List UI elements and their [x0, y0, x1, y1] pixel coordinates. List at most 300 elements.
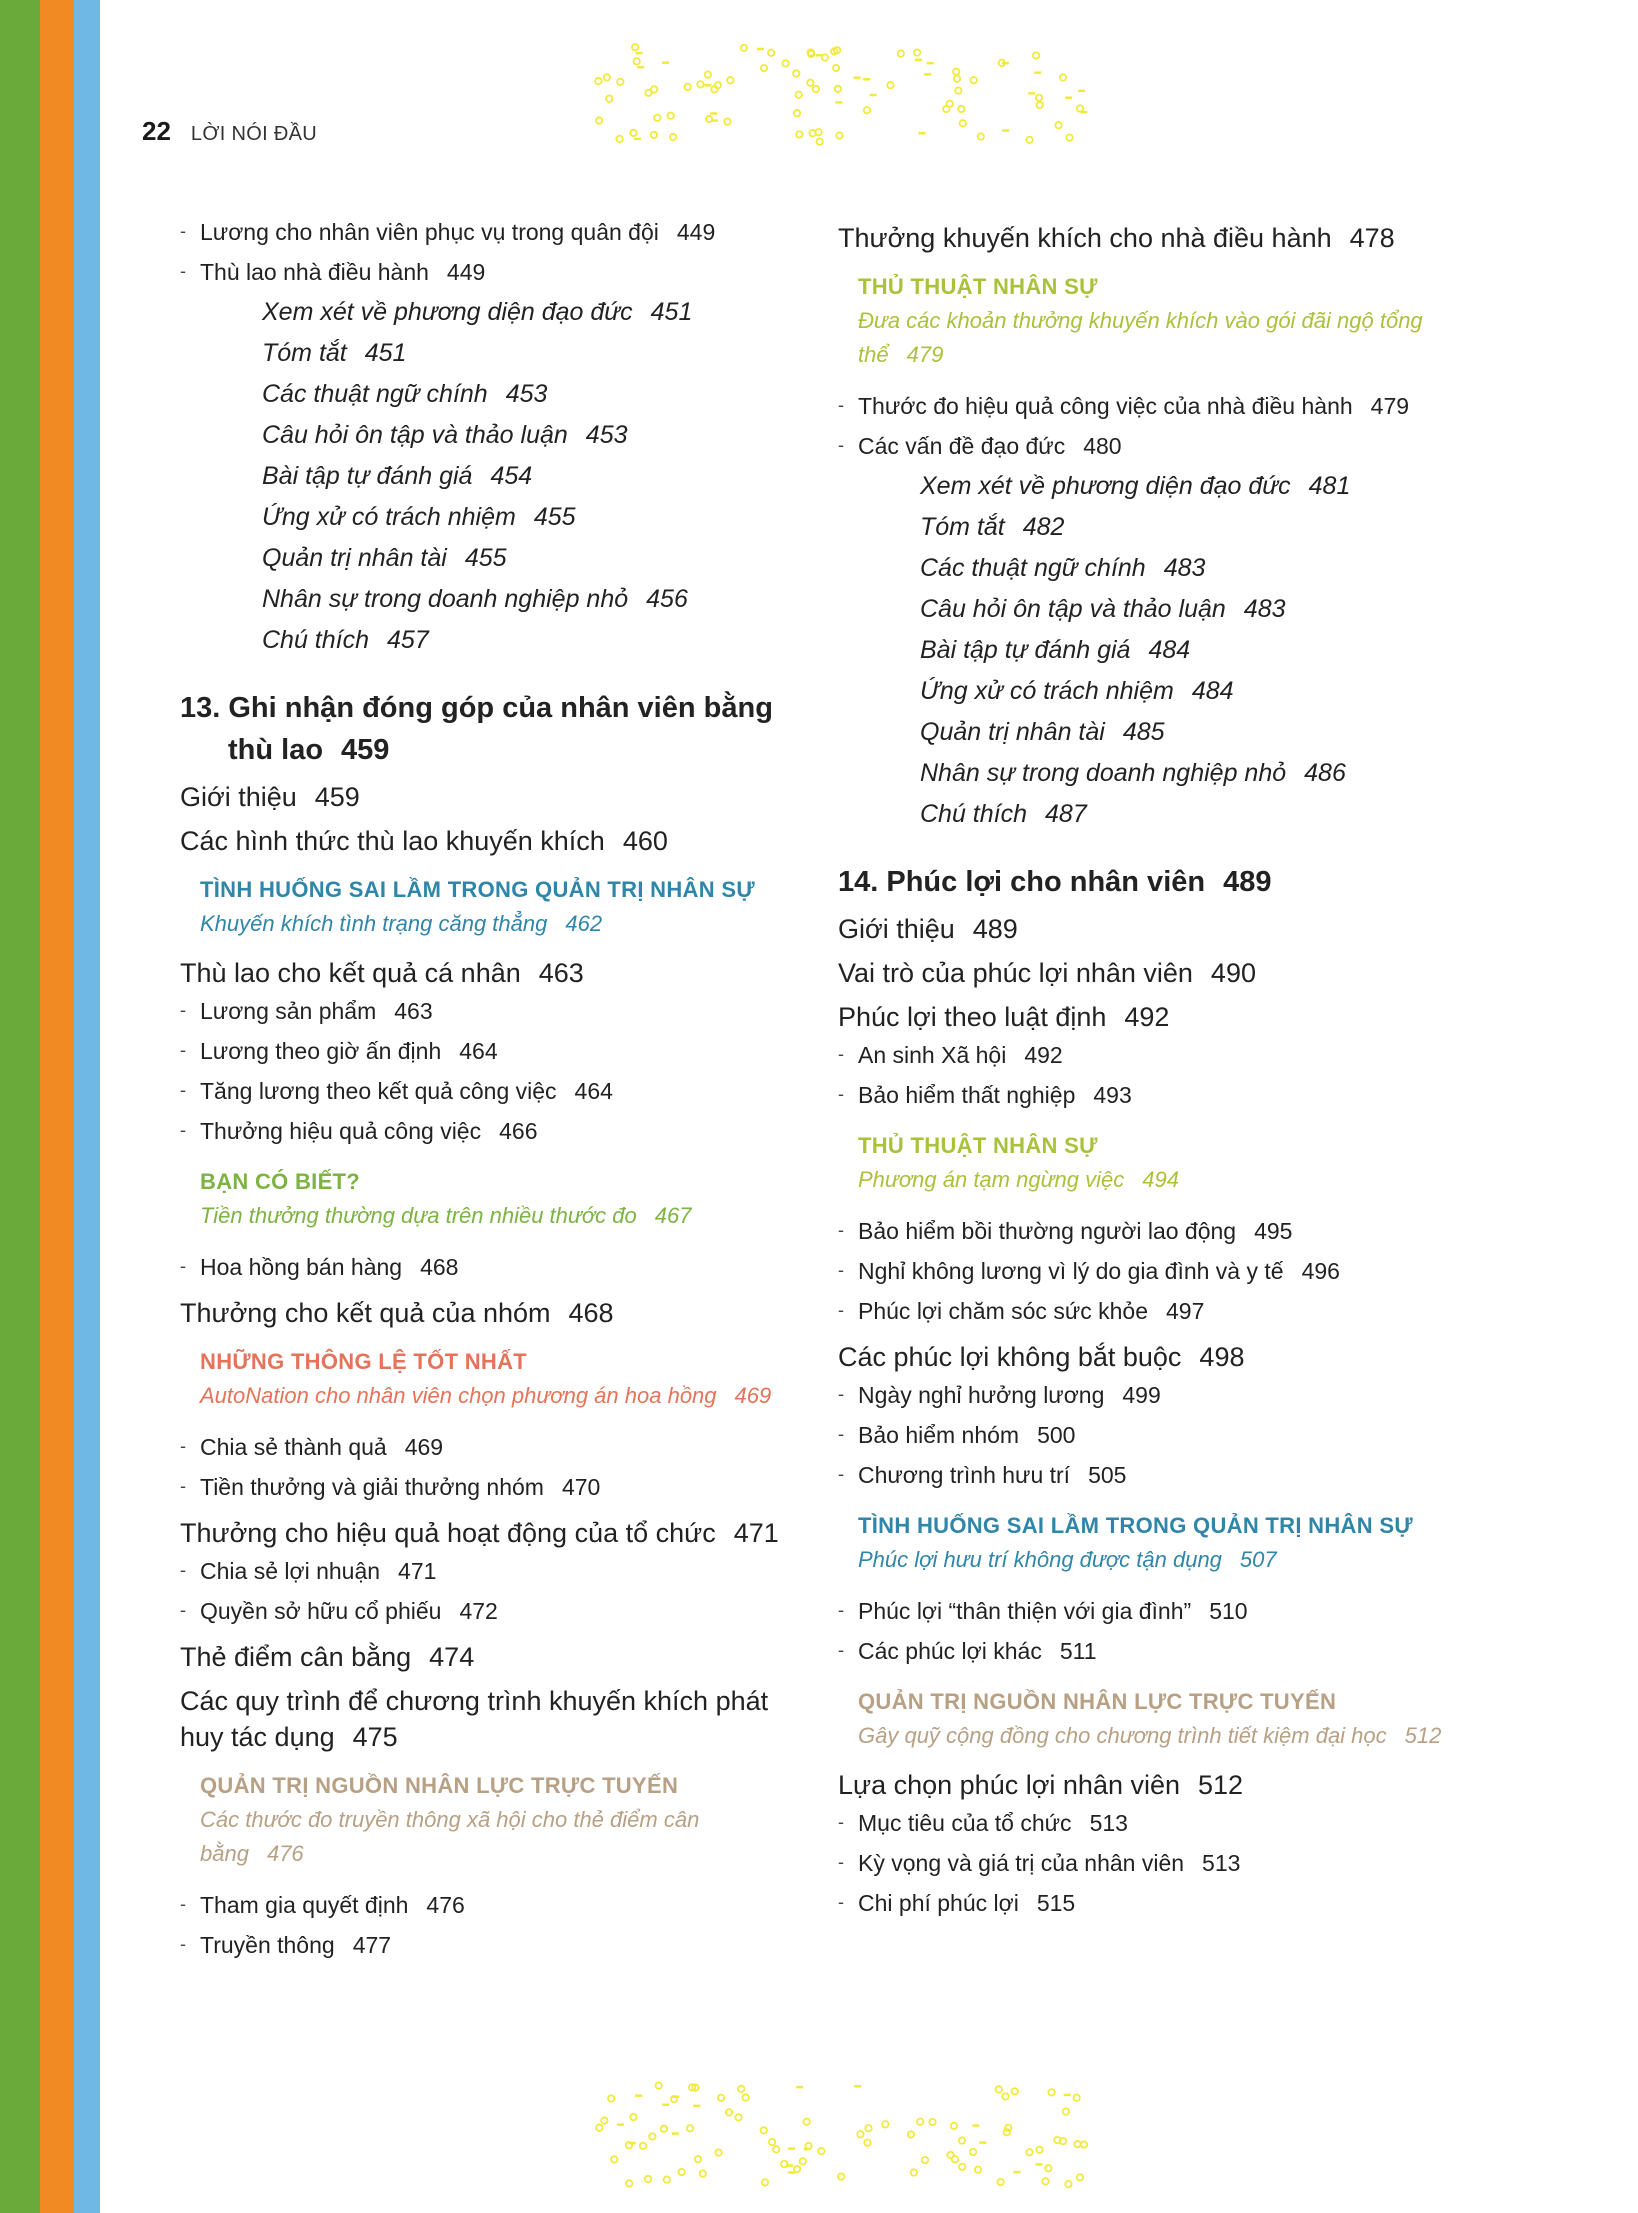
decor-dot: [604, 74, 610, 80]
decor-dot: [1074, 2141, 1080, 2147]
decor-dot: [769, 2139, 775, 2145]
decor-dot: [667, 113, 673, 119]
subsection-entry: [180, 252, 800, 292]
page-ref: 492: [1124, 1002, 1170, 1032]
decor-dash: [919, 132, 926, 135]
subsection-entry: [180, 1591, 800, 1631]
decor-dot: [684, 84, 690, 90]
decor-dot: [678, 2169, 684, 2175]
page-ref: 507: [1239, 1547, 1277, 1572]
entry-text: Thưởng cho kết quả của nhóm: [180, 1298, 551, 1328]
entry-text: 14. Phúc lợi cho nhân viên: [838, 866, 1206, 898]
decor-dot: [955, 87, 961, 93]
page-ref: 466: [499, 1118, 538, 1144]
entry-text: Phúc lợi theo luật định: [838, 1002, 1107, 1032]
page-ref: 449: [676, 219, 716, 245]
entry-text: Thưởng khuyến khích cho nhà điều hành: [838, 223, 1332, 253]
running-title: LỜI NÓI ĐẦU: [190, 123, 317, 145]
entry-text: Thưởng hiệu quả công việc: [200, 1118, 482, 1144]
callout-box: [200, 873, 800, 941]
entry-text: Ứng xử có trách nhiệm: [262, 503, 516, 531]
decor-dot: [865, 2125, 871, 2131]
decor-dash: [757, 48, 764, 51]
page-ref: 477: [352, 1932, 392, 1958]
section-entry: [838, 955, 1478, 991]
page-ref: 469: [404, 1434, 444, 1460]
decor-dot: [959, 2164, 965, 2170]
subsection-entry: [838, 1843, 1478, 1883]
entry-text: Bảo hiểm thất nghiệp: [858, 1082, 1076, 1108]
decor-dot: [978, 133, 984, 139]
decor-dot: [795, 92, 801, 98]
callout-entry: [858, 304, 1478, 372]
edge-stripe-orange: [40, 0, 74, 2213]
page-ref: 449: [446, 259, 486, 285]
decor-dash: [1034, 71, 1041, 74]
decor-dot: [633, 58, 639, 64]
decor-dot: [794, 2166, 800, 2172]
entry-text: Giới thiệu: [180, 782, 297, 812]
page-ref: 492: [1024, 1042, 1063, 1068]
page-ref: 498: [1199, 1342, 1245, 1372]
chapter-heading: [180, 687, 800, 771]
decor-dot: [922, 2157, 928, 2163]
end-matter-entry: [180, 538, 800, 579]
page-ref: 453: [585, 421, 628, 449]
end-matter-entry: [838, 507, 1478, 548]
decor-dot: [697, 81, 703, 87]
page-ref: 511: [1059, 1638, 1097, 1664]
decor-dot: [630, 130, 636, 136]
page-ref: 512: [1198, 1770, 1244, 1800]
end-matter-entry: [180, 415, 800, 456]
decor-dot: [700, 2170, 706, 2176]
entry-text: Lựa chọn phúc lợi nhân viên: [838, 1770, 1181, 1800]
subsection-entry: [838, 1075, 1478, 1115]
decor-dot: [616, 136, 622, 142]
callout-title: NHỮNG THÔNG LỆ TỐT NHẤT: [200, 1349, 528, 1374]
entry-text: Ứng xử có trách nhiệm: [920, 677, 1174, 705]
page-header: [142, 116, 317, 147]
decor-dot: [1077, 2174, 1083, 2180]
page-ref: 494: [1142, 1167, 1179, 1192]
page-ref: 478: [1349, 223, 1395, 253]
decor-dot: [630, 2114, 636, 2120]
decor-dot: [1066, 134, 1072, 140]
decor-dot: [929, 2119, 935, 2125]
decor-dash: [835, 101, 842, 104]
decor-dash: [1002, 129, 1009, 132]
callout-box: [200, 1345, 800, 1413]
decor-dot: [908, 2131, 914, 2137]
entry-text: Phúc lợi chăm sóc sức khỏe: [858, 1298, 1148, 1324]
subsection-entry: [838, 1591, 1478, 1631]
page-ref: 483: [1243, 595, 1286, 623]
page-ref: 500: [1037, 1422, 1076, 1448]
callout-box: [858, 1685, 1478, 1753]
end-matter-entry: [838, 548, 1478, 589]
decor-dash: [637, 66, 644, 69]
decor-dot: [626, 2180, 632, 2186]
decor-dot: [954, 76, 960, 82]
end-matter-entry: [180, 292, 800, 333]
page-ref: 456: [646, 585, 688, 613]
entry-text: Bài tập tự đánh giá: [262, 462, 473, 490]
page-ref: 464: [574, 1078, 613, 1104]
page-ref: 513: [1089, 1810, 1128, 1836]
decor-dot: [887, 82, 893, 88]
section-entry: [180, 779, 800, 815]
entry-text: Tiền thưởng và giải thưởng nhóm: [200, 1474, 544, 1500]
entry-text: Lương theo giờ ấn định: [200, 1038, 442, 1064]
decor-dash: [710, 112, 717, 115]
page-ref: 475: [352, 1722, 398, 1752]
callout-title: TÌNH HUỐNG SAI LẦM TRONG QUẢN TRỊ NHÂN SỰ: [858, 1513, 1413, 1538]
decor-dot: [1045, 2165, 1051, 2171]
page-ref: 471: [733, 1518, 779, 1548]
section-entry: [838, 220, 1478, 256]
subsection-entry: [180, 1551, 800, 1591]
end-matter-entry: [838, 753, 1478, 794]
decor-dot: [724, 118, 730, 124]
entry-text: Các vấn đề đạo đức: [858, 433, 1066, 459]
decor-dash: [662, 2104, 669, 2107]
decor-dot: [741, 45, 747, 51]
decor-dash: [788, 2147, 795, 2150]
subsection-entry: [180, 1885, 800, 1925]
decor-dash: [1078, 90, 1085, 93]
callout-entry-text: AutoNation cho nhân viên chọn phương án hoa hồng: [200, 1383, 717, 1408]
page-number: 22: [142, 116, 171, 146]
decor-dash: [972, 2124, 979, 2127]
callout-entry: [858, 1163, 1478, 1197]
decor-dot: [917, 2119, 923, 2125]
callout-box: [200, 1769, 800, 1871]
page-ref: 455: [464, 544, 507, 572]
decor-dot: [645, 90, 651, 96]
callout-entry: [858, 1543, 1478, 1577]
decor-dot: [911, 2169, 917, 2175]
decor-dot: [782, 60, 788, 66]
entry-text: Chú thích: [262, 626, 370, 654]
decor-dot: [1026, 2149, 1032, 2155]
page-ref: 471: [398, 1558, 437, 1584]
subsection-entry: [180, 1925, 800, 1965]
decorative-dots-top: [590, 40, 1090, 150]
page-ref: 489: [972, 914, 1018, 944]
decor-dash: [672, 2132, 679, 2135]
decor-dash: [804, 2148, 811, 2151]
decor-dot: [996, 2086, 1002, 2092]
page-ref: 484: [1148, 636, 1191, 664]
decor-dot: [1073, 2095, 1079, 2101]
callout-entry-text: Gây quỹ cộng đồng cho chương trình tiết kiệm đại học: [858, 1723, 1387, 1748]
page-ref: 515: [1036, 1890, 1076, 1916]
callout-entry-text: Đưa các khoản thưởng khuyến khích vào gói đãi ngộ tổng thể: [858, 308, 1423, 367]
entry-text: Các phúc lợi khác: [858, 1638, 1042, 1664]
entry-text: Tham gia quyết định: [200, 1892, 409, 1918]
decor-dot: [1012, 2088, 1018, 2094]
entry-text: Nhân sự trong doanh nghiệp nhỏ: [262, 585, 629, 613]
section-entry: [838, 1339, 1478, 1375]
section-entry: [180, 1295, 800, 1331]
end-matter-entry: [838, 794, 1478, 835]
decor-dot: [947, 101, 953, 107]
decor-dash: [1080, 111, 1087, 114]
decor-dash: [854, 76, 861, 79]
decor-dash: [1028, 92, 1035, 95]
decor-dot: [816, 139, 822, 145]
edge-stripe-blue: [74, 0, 100, 2213]
decor-dot: [773, 2146, 779, 2152]
decor-dot: [796, 131, 802, 137]
entry-text: Chia sẻ thành quả: [200, 1434, 387, 1460]
callout-title: THỦ THUẬT NHÂN SỰ: [858, 1133, 1098, 1158]
subsection-entry: [180, 991, 800, 1031]
decor-dot: [727, 77, 733, 83]
decor-dot: [958, 106, 964, 112]
end-matter-entry: [180, 456, 800, 497]
page-ref: 468: [420, 1254, 459, 1280]
decor-dot: [1055, 122, 1061, 128]
page-ref: 454: [490, 462, 533, 490]
decor-dot: [1048, 2089, 1054, 2095]
entry-text: Thước đo hiệu quả công việc của nhà điều hành: [858, 393, 1353, 419]
decor-dot: [960, 120, 966, 126]
entry-text: Bảo hiểm nhóm: [858, 1422, 1020, 1448]
decor-dot: [803, 2119, 809, 2125]
decor-dot: [596, 117, 602, 123]
page-ref: 453: [505, 380, 548, 408]
decor-dot: [649, 2133, 655, 2139]
page-ref: 463: [538, 958, 584, 988]
entry-text: Quyền sở hữu cổ phiếu: [200, 1598, 442, 1624]
entry-text: Mục tiêu của tổ chức: [858, 1810, 1072, 1836]
decor-dot: [1033, 52, 1039, 58]
page-ref: 485: [1122, 718, 1165, 746]
entry-text: Tăng lương theo kết quả công việc: [200, 1078, 557, 1104]
entry-text: Phúc lợi “thân thiện với gia đình”: [858, 1598, 1192, 1624]
page-ref: 455: [533, 503, 576, 531]
decor-dot: [705, 71, 711, 77]
page-ref: 459: [314, 782, 360, 812]
page-ref: 495: [1254, 1218, 1293, 1244]
callout-title: BẠN CÓ BIẾT?: [200, 1169, 361, 1194]
decor-dot: [864, 2139, 870, 2145]
section-entry: [180, 1639, 800, 1675]
decor-dot: [1081, 2141, 1087, 2147]
decor-dot: [606, 95, 612, 101]
decor-dot: [596, 2125, 602, 2131]
entry-text: Quản trị nhân tài: [262, 544, 447, 572]
page-ref: 470: [561, 1474, 601, 1500]
section-entry: [180, 823, 800, 859]
decor-dot: [761, 65, 767, 71]
subsection-entry: [838, 1803, 1478, 1843]
callout-entry-text: Tiền thưởng thường dựa trên nhiều thước đo: [200, 1203, 637, 1228]
entry-text: Các phúc lợi không bắt buộc: [838, 1342, 1182, 1372]
decor-dash: [672, 2095, 679, 2098]
page-ref: 476: [266, 1841, 304, 1866]
decor-dot: [645, 2176, 651, 2182]
decor-dot: [953, 68, 959, 74]
page-ref: 489: [1223, 866, 1272, 898]
decor-dash: [1013, 2171, 1020, 2174]
decor-dot: [1002, 2093, 1008, 2099]
decor-dot: [970, 2149, 976, 2155]
entry-text: Giới thiệu: [838, 914, 955, 944]
decor-dot: [651, 132, 657, 138]
callout-box: [858, 270, 1478, 372]
subsection-entry: [838, 1035, 1478, 1075]
decor-dot: [951, 2123, 957, 2129]
decor-dot: [664, 2176, 670, 2182]
decorative-dots-bottom: [590, 2080, 1090, 2190]
entry-text: Lương sản phẩm: [200, 998, 377, 1024]
decor-dash: [870, 94, 877, 97]
decor-dot: [715, 2149, 721, 2155]
entry-text: Các thuật ngữ chính: [920, 554, 1146, 582]
subsection-entry: [838, 386, 1478, 426]
decor-dot: [706, 116, 712, 122]
end-matter-entry: [838, 466, 1478, 507]
subsection-entry: [838, 1883, 1478, 1923]
page-ref: 490: [1210, 958, 1256, 988]
callout-entry-text: Phúc lợi hưu trí không được tận dụng: [858, 1547, 1222, 1572]
callout-box: [200, 1165, 800, 1233]
subsection-entry: [180, 212, 800, 252]
entry-text: Nghỉ không lương vì lý do gia đình và y tế: [858, 1258, 1284, 1284]
end-matter-entry: [838, 630, 1478, 671]
page-ref: 496: [1301, 1258, 1340, 1284]
entry-text: Hoa hồng bán hàng: [200, 1254, 403, 1280]
entry-text: Chú thích: [920, 800, 1028, 828]
decor-dot: [687, 2125, 693, 2131]
entry-text: Nhân sự trong doanh nghiệp nhỏ: [920, 759, 1287, 787]
page-ref: 469: [734, 1383, 772, 1408]
subsection-entry: [180, 1247, 800, 1287]
end-matter-entry: [180, 374, 800, 415]
page-ref: 451: [650, 298, 693, 326]
callout-box: [858, 1129, 1478, 1197]
subsection-entry: [180, 1071, 800, 1111]
decor-dot: [818, 2148, 824, 2154]
callout-entry-text: Các thước đo truyền thông xã hội cho thẻ điểm cân bằng: [200, 1807, 700, 1866]
page-ref: 487: [1045, 800, 1087, 828]
subsection-entry: [838, 426, 1478, 466]
page-ref: 472: [459, 1598, 498, 1624]
decor-dash: [854, 2085, 861, 2088]
decor-dash: [635, 2094, 642, 2097]
decor-dot: [807, 80, 813, 86]
decor-dot: [632, 44, 638, 50]
entry-text: Thù lao nhà điều hành: [200, 259, 429, 285]
decor-dot: [718, 2095, 724, 2101]
page-ref: 480: [1083, 433, 1122, 459]
entry-text: Thù lao cho kết quả cá nhân: [180, 958, 521, 988]
decor-dot: [695, 2156, 701, 2162]
decor-dot: [661, 2126, 667, 2132]
callout-title: QUẢN TRỊ NGUỒN NHÂN LỰC TRỰC TUYẾN: [200, 1773, 679, 1798]
decor-dot: [952, 2156, 958, 2162]
chapter-heading: [838, 861, 1478, 903]
end-matter-entry: [838, 589, 1478, 630]
entry-text: Các thuật ngữ chính: [262, 380, 488, 408]
page-ref: 512: [1404, 1723, 1442, 1748]
callout-entry: [200, 1803, 800, 1871]
decor-dot: [611, 2156, 617, 2162]
callout-entry-text: Phương án tạm ngừng việc: [858, 1167, 1125, 1192]
page-ref: 510: [1209, 1598, 1248, 1624]
decor-dash: [617, 2123, 624, 2126]
decor-dot: [1037, 102, 1043, 108]
decor-dot: [838, 2173, 844, 2179]
page-ref: 467: [654, 1203, 692, 1228]
decor-dot: [1065, 2181, 1071, 2187]
decor-dash: [1065, 96, 1072, 99]
subsection-entry: [180, 1427, 800, 1467]
entry-text: Vai trò của phúc lợi nhân viên: [838, 958, 1193, 988]
decor-dot: [595, 78, 601, 84]
entry-text: Lương cho nhân viên phục vụ trong quân đội: [200, 219, 659, 245]
section-entry: [180, 1683, 800, 1755]
section-entry: [838, 911, 1478, 947]
page-ref: 499: [1122, 1382, 1161, 1408]
page-ref: 482: [1022, 513, 1065, 541]
decor-dot: [836, 132, 842, 138]
callout-entry-text: Khuyến khích tình trạng căng thẳng: [200, 911, 548, 936]
page-ref: 486: [1304, 759, 1346, 787]
decor-dot: [1063, 2108, 1069, 2114]
entry-text: Chương trình hưu trí: [858, 1462, 1071, 1488]
page-ref: 462: [565, 911, 603, 936]
page-ref: 479: [1370, 393, 1410, 419]
decor-dot: [864, 107, 870, 113]
toc-left-column: [180, 212, 800, 1965]
entry-text: Các hình thức thù lao khuyến khích: [180, 826, 605, 856]
entry-text: Chi phí phúc lợi: [858, 1890, 1019, 1916]
decor-dash: [693, 2105, 700, 2108]
decor-dot: [833, 65, 839, 71]
section-entry: [838, 1767, 1478, 1803]
subsection-entry: [838, 1415, 1478, 1455]
entry-text: Kỳ vọng và giá trị của nhân viên: [858, 1850, 1185, 1876]
entry-text: Tóm tắt: [920, 513, 1005, 541]
decor-dot: [882, 2121, 888, 2127]
decor-dot: [997, 2179, 1003, 2185]
decor-dot: [601, 2117, 607, 2123]
end-matter-entry: [180, 497, 800, 538]
decor-dot: [640, 2143, 646, 2149]
page-ref: 493: [1093, 1082, 1132, 1108]
decor-dot: [735, 2114, 741, 2120]
page-ref: 463: [394, 998, 433, 1024]
decor-dot: [742, 2094, 748, 2100]
entry-text: Câu hỏi ôn tập và thảo luận: [262, 421, 568, 449]
entry-text: An sinh Xã hội: [858, 1042, 1007, 1068]
callout-entry: [858, 1719, 1478, 1753]
end-matter-entry: [838, 712, 1478, 753]
page-ref: 474: [429, 1642, 475, 1672]
decor-dot: [1036, 95, 1042, 101]
decor-dot: [617, 79, 623, 85]
entry-text: Bài tập tự đánh giá: [920, 636, 1131, 664]
entry-text: Thẻ điểm cân bằng: [180, 1642, 412, 1672]
decor-dot: [670, 134, 676, 140]
decor-dot: [726, 2109, 732, 2115]
callout-box: [858, 1509, 1478, 1577]
entry-text: Xem xét về phương diện đạo đức: [262, 298, 633, 326]
